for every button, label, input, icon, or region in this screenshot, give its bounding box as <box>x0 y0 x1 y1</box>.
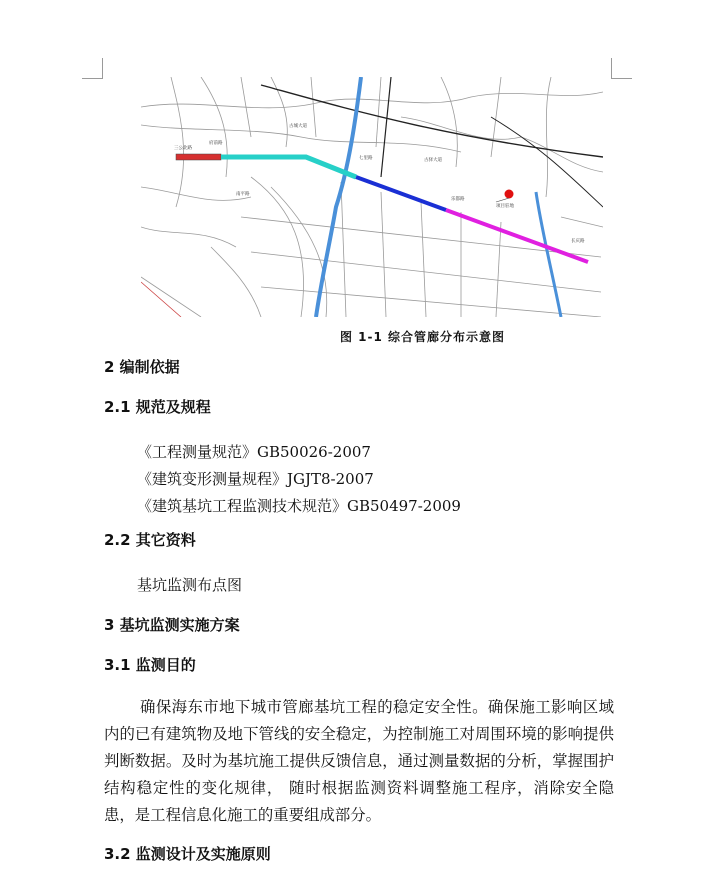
heading-2-2: 2.2 其它资料 <box>104 531 196 549</box>
map-label-project-site: 项目驻地 <box>496 204 514 209</box>
heading-3: 3 基坑监测实施方案 <box>104 616 240 634</box>
reference-item: 《工程测量规范》GB50026-2007 <box>137 443 371 461</box>
reference-item: 《建筑变形测量规程》JGJT8-2007 <box>137 470 374 488</box>
figure-caption: 图 1-1 综合管廊分布示意图 <box>339 330 506 344</box>
heading-3-2: 3.2 监测设计及实施原则 <box>104 845 271 863</box>
map-label-west-road: 三公北路 <box>174 146 192 151</box>
heading-2: 2 编制依据 <box>104 358 180 376</box>
reference-item: 《建筑基坑工程监测技术规范》GB50497-2009 <box>137 497 461 515</box>
map-label-road-se: 乐都路 <box>451 197 465 202</box>
other-material-item: 基坑监测布点图 <box>137 576 243 594</box>
heading-3-1: 3.1 监测目的 <box>104 656 196 674</box>
map-label-road-center: 七里路 <box>359 156 373 161</box>
heading-2-1: 2.1 规范及规程 <box>104 398 211 416</box>
map-label-road-south: 南平路 <box>236 192 250 197</box>
map-label-east-end: 长庆路 <box>571 239 585 244</box>
pipe-gallery-map <box>141 77 603 317</box>
map-label-road-east: 古驿大道 <box>424 158 442 163</box>
page-corner-mark-top-left <box>82 58 103 79</box>
map-label-road-north: 古城大道 <box>289 124 307 129</box>
purpose-paragraph: 确保海东市地下城市管廊基坑工程的稳定安全性。确保施工影响区域内的已有建筑物及地下管线的安全稳定，为控制施工对周围环境的影响提供判断数据。及时为基坑施工提供反馈信息，通过测量数据的分析，掌握围护结构稳定性的变化规律， 随时根据监测资料调整施工程序，消除安全隐患，是工程信息化施工的重要组成部分。 <box>104 698 614 824</box>
page-corner-mark-top-right <box>611 58 632 79</box>
map-label-road-2: 府前路 <box>209 141 223 146</box>
